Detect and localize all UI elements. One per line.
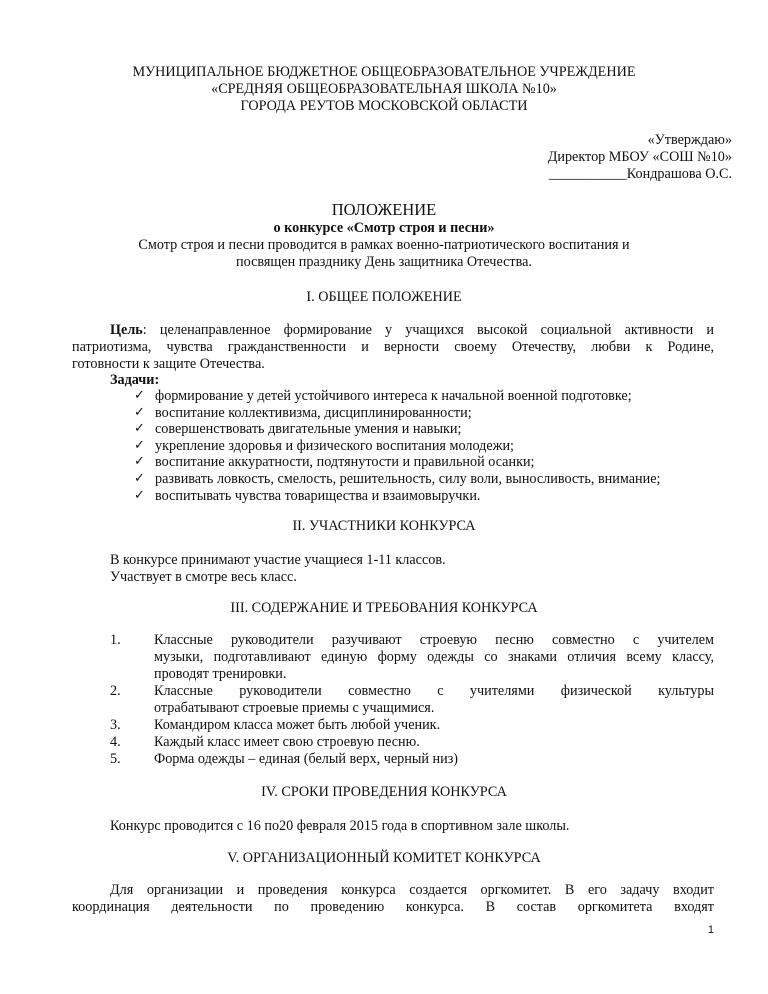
task-text: совершенствовать двигательные умения и навыки; <box>155 421 462 438</box>
item-line: Классные руководители разучивают строевую песню совместно с учителем <box>154 632 714 648</box>
list-item <box>134 421 660 438</box>
list-item <box>134 488 660 505</box>
header-line-3: ГОРОДА РЕУТОВ МОСКОВСКОЙ ОБЛАСТИ <box>240 98 528 114</box>
section-3-heading: III. СОДЕРЖАНИЕ И ТРЕБОВАНИЯ КОНКУРСА <box>230 600 538 616</box>
task-text: развивать ловкость, смелость, решительность, силу воли, выносливость, внимание; <box>155 470 661 487</box>
document-subtitle <box>0 220 768 237</box>
item-line: музыки, подготавливают единую форму одежды со знаками отличия всему классу, <box>154 649 714 665</box>
document-description-2: посвящен празднику День защитника Отечества. <box>236 254 532 270</box>
tasks-list <box>134 388 660 504</box>
checkmark-icon: ✓ <box>134 437 145 453</box>
list-item <box>134 388 660 405</box>
document-description-1: Смотр строя и песни проводится в рамках военно-патриотического воспитания и <box>138 237 630 253</box>
task-text: формирование у детей устойчивого интереса к начальной военной подготовке; <box>155 388 632 404</box>
list-item <box>110 683 714 717</box>
page-number: 1 <box>707 924 714 936</box>
list-item <box>110 751 714 768</box>
section-2-heading: II. УЧАСТНИКИ КОНКУРСА <box>292 518 476 534</box>
item-line: отрабатывают строевые приемы с учащимися. <box>154 700 435 716</box>
goal-line-1 <box>72 322 714 339</box>
section-3-list <box>110 632 714 768</box>
list-item <box>110 717 714 734</box>
section-5-heading: V. ОРГАНИЗАЦИОННЫЙ КОМИТЕТ КОНКУРСА <box>227 850 541 866</box>
goal-text-1: : целенаправленное формирование у учащихся высокой социальной активности и <box>142 322 714 338</box>
section-5-line-2: координация деятельности по проведению конкурса. В состав оргкомитета входят <box>72 899 714 915</box>
list-item <box>110 734 714 751</box>
school-header <box>0 64 768 115</box>
tasks-label <box>110 372 159 389</box>
item-number: 1. <box>110 632 121 648</box>
approval-line-1: «Утверждаю» <box>647 132 732 148</box>
section-1-heading: I. ОБЩЕЕ ПОЛОЖЕНИЕ <box>306 289 462 305</box>
section-2-line-1: В конкурсе принимают участие учащиеся 1-11 классов. <box>110 552 446 568</box>
task-text: воспитывать чувства товарищества и взаимовыручки. <box>155 487 481 504</box>
item-line: Каждый класс имеет свою строевую песню. <box>154 734 420 750</box>
goal-line-3: готовности к защите Отечества. <box>72 356 265 372</box>
item-line: Классные руководители совместно с учителями физической культуры <box>154 683 714 699</box>
approval-line-2: Директор МБОУ «СОШ №10» <box>547 149 732 165</box>
list-item <box>134 471 660 488</box>
goal-label: Цель <box>110 322 143 338</box>
header-line-1: МУНИЦИПАЛЬНОЕ БЮДЖЕТНОЕ ОБЩЕОБРАЗОВАТЕЛЬНОЕ УЧРЕЖДЕНИЕ <box>132 64 636 80</box>
section-1-goal <box>72 322 714 373</box>
task-text: воспитание аккуратности, подтянутости и правильной осанки; <box>155 454 535 471</box>
header-line-2: «СРЕДНЯЯ ОБЩЕОБРАЗОВАТЕЛЬНАЯ ШКОЛА №10» <box>211 81 557 97</box>
document-title: ПОЛОЖЕНИЕ <box>331 200 437 219</box>
list-item <box>134 438 660 455</box>
section-4-heading: IV. СРОКИ ПРОВЕДЕНИЯ КОНКУРСА <box>261 784 507 800</box>
item-line: проводят тренировки. <box>154 666 287 682</box>
checkmark-icon: ✓ <box>134 388 145 403</box>
section-4-text: Конкурс проводится с 16 по20 февраля 2015 года в спортивном зале школы. <box>110 818 570 834</box>
list-item <box>134 454 660 471</box>
checkmark-icon: ✓ <box>134 404 145 420</box>
section-2-line-2: Участвует в смотре весь класс. <box>110 569 297 585</box>
section-5-line-1: Для организации и проведения конкурса создается оргкомитет. В его задачу входит <box>110 882 714 898</box>
approval-signature-line: ___________Кондрашова О.С. <box>548 166 732 182</box>
task-text: укрепление здоровья и физического воспитания молодежи; <box>155 437 515 454</box>
list-item <box>110 632 714 683</box>
document-subtitle-text: о конкурсе «Смотр строя и песни» <box>273 220 495 236</box>
approval-block <box>512 132 732 183</box>
tasks-label-text: Задачи: <box>110 372 160 388</box>
item-line: Форма одежды – единая (белый верх, черный низ) <box>154 751 459 767</box>
item-number: 5. <box>110 751 121 767</box>
section-5-body <box>72 882 714 916</box>
checkmark-icon: ✓ <box>134 487 145 503</box>
list-item <box>134 405 660 422</box>
item-number: 3. <box>110 717 121 733</box>
goal-line-2: патриотизма, чувства гражданственности и верности своему Отечеству, любви к Родине, <box>72 339 714 355</box>
checkmark-icon: ✓ <box>134 454 145 470</box>
section-2-body <box>110 552 446 586</box>
document-title-block <box>0 200 768 271</box>
checkmark-icon: ✓ <box>134 470 145 486</box>
task-text: воспитание коллективизма, дисциплинированности; <box>155 404 472 421</box>
item-line: Командиром класса может быть любой ученик. <box>154 717 441 733</box>
item-number: 4. <box>110 734 121 750</box>
item-number: 2. <box>110 683 121 699</box>
checkmark-icon: ✓ <box>134 421 145 437</box>
